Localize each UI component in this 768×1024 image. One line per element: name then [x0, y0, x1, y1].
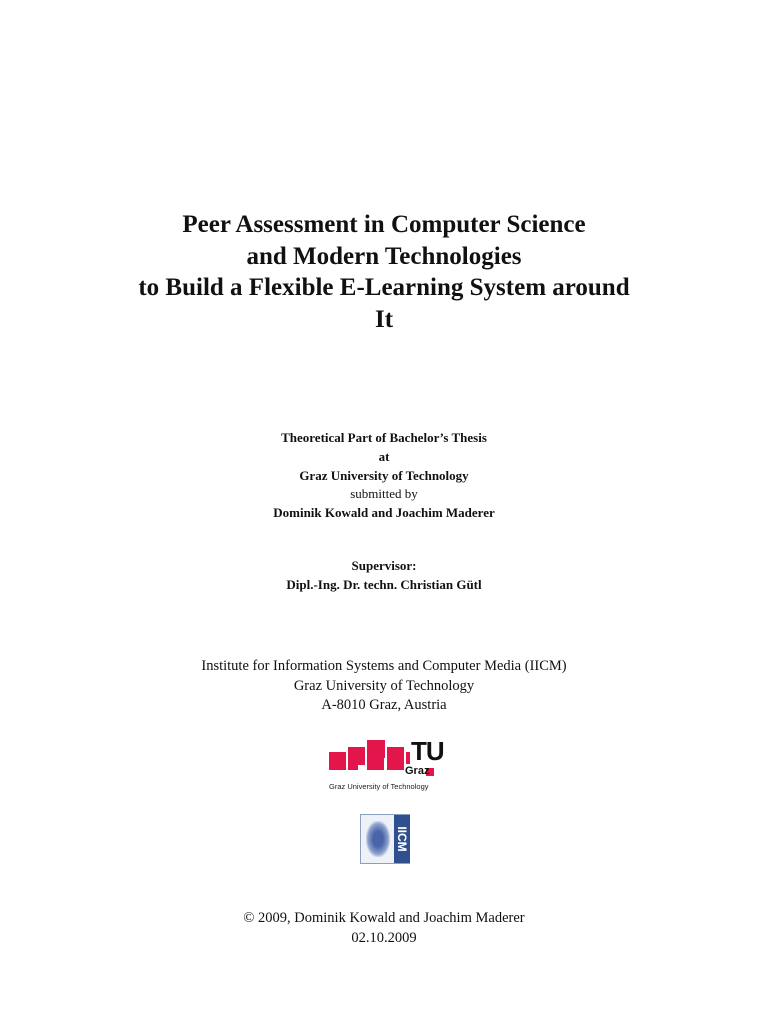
thesis-university: Graz University of Technology — [299, 467, 469, 483]
title-line: to Build a Flexible E-Learning System around — [138, 274, 630, 301]
title-line: and Modern Technologies — [246, 242, 522, 270]
institute-name: Institute for Information Systems and Computer Media (IICM) — [201, 658, 567, 674]
date: 02.10.2009 — [351, 929, 417, 946]
supervisor-block — [0, 557, 768, 595]
institute-block — [0, 657, 768, 716]
tu-letters: TU — [411, 736, 444, 766]
institute-address: A-8010 Graz, Austria — [321, 697, 447, 713]
title-line: Peer Assessment in Computer Science — [182, 211, 586, 238]
submitted-by: submitted by — [350, 486, 418, 502]
authors: Dominik Kowald and Joachim Maderer — [273, 505, 495, 521]
tu-city: Graz — [405, 765, 430, 777]
supervisor-label: Supervisor: — [351, 558, 417, 573]
iicm-logo — [360, 814, 410, 864]
title-line: It — [374, 305, 394, 333]
iicm-emblem — [366, 821, 390, 857]
footer — [0, 909, 768, 948]
iicm-text: IICM — [395, 826, 409, 852]
thesis-at: at — [378, 448, 390, 464]
thesis-info — [0, 429, 768, 523]
tu-graz-logo — [329, 736, 444, 795]
copyright: © 2009, Dominik Kowald and Joachim Maderer — [243, 910, 525, 926]
tu-caption: Graz University of Technology — [329, 782, 429, 791]
supervisor-name: Dipl.-Ing. Dr. techn. Christian Gütl — [286, 576, 482, 592]
institute-university: Graz University of Technology — [293, 677, 475, 694]
document-title — [0, 209, 768, 335]
thesis-type: Theoretical Part of Bachelor’s Thesis — [281, 430, 487, 445]
